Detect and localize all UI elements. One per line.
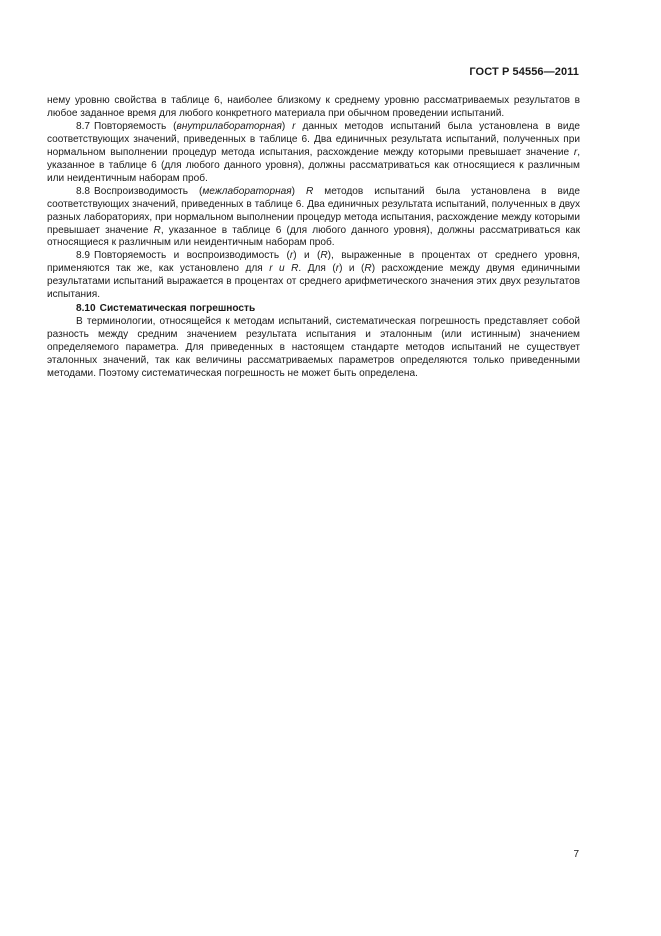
- text-run: , указанное в таблице 6 (для любого данного уровня), должны рассматриваться как относящиеся к различным или неидентичным наборам проб.: [47, 146, 580, 184]
- text-run: Воспроизводимость (: [94, 185, 203, 197]
- symbol-R: R: [320, 250, 328, 262]
- clause-number: 8.9: [76, 250, 91, 262]
- symbol-R: R: [153, 224, 161, 236]
- symbol-r: r: [269, 263, 273, 275]
- document-body: [47, 95, 580, 381]
- paragraph-8-10-body: В терминологии, относящейся к методам испытаний, систематическая погрешность представляет собой разность между средним значением результата испытания и эталонным (или истинным) значением определяемого параметра. Для приведенных в настоящем стандарте методов испытаний не существует эталонных значений, так как величины рассматриваемых параметров определяются только приведенными методами. Поэтому систематическая погрешность не может быть определена.: [47, 316, 580, 380]
- text-run: ): [291, 185, 307, 197]
- symbol-r: r: [335, 263, 340, 275]
- text-run: , указанное в таблице 6 (для любого данного уровня), должны рассматриваться как относящиеся к различным или неидентичным наборам проб.: [47, 224, 580, 249]
- text-run: ) и (: [339, 263, 365, 275]
- paragraph-8-8: [47, 186, 580, 251]
- text-run: ): [281, 120, 293, 132]
- text-run: ) и (: [293, 250, 321, 262]
- text-run: Повторяемость и воспроизводимость (: [94, 250, 290, 262]
- italic-conjunction: и: [272, 263, 292, 275]
- clause-number: 8.7: [76, 120, 91, 132]
- clause-number: 8.8: [76, 185, 91, 197]
- text-run: данных методов испытаний была установлена в виде соответствующих значений, приведенных в таблице 6. Два единичных результата испытаний, полученных при нормальном выполнении процедур метода испытания, расхождение между которыми превышает значение: [47, 120, 580, 158]
- italic-term: внутрилабораторная: [176, 120, 282, 132]
- paragraph-8-9: [47, 250, 580, 302]
- text-run: ) расхождение между двумя единичными результатами испытаний выражается в процентах от среднего арифметического значения этих двух результатов испытания.: [47, 263, 580, 301]
- symbol-R: R: [364, 263, 372, 275]
- symbol-R: R: [291, 263, 299, 275]
- text-run: методов испытаний была установлена в виде соответствующих значений, приведенных в таблице 6. Два единичных результата испытаний, полученных в двух разных лабораториях, при нормальном выполнении процедур метода испытания, расхождение между которыми превышает значение: [47, 185, 581, 236]
- text-run: . Для (: [298, 263, 336, 275]
- section-heading-8-10: [47, 303, 580, 316]
- text-run: ), выраженные в процентах от среднего уровня, применяются так же, как установлено для: [47, 250, 580, 275]
- symbol-r: r: [292, 120, 296, 132]
- clause-number: 8.10: [76, 303, 96, 315]
- paragraph-8-7: [47, 121, 580, 186]
- symbol-R: R: [306, 185, 314, 197]
- paragraph-continuation: нему уровню свойства в таблице 6, наиболее близкому к среднему уровню рассматриваемых результатов в любое заданное время для любого конкретного материала при обычном проведении испытаний.: [47, 95, 580, 119]
- symbol-r: r: [289, 250, 294, 262]
- page-number: 7: [573, 849, 579, 860]
- section-title: Систематическая погрешность: [99, 303, 256, 315]
- italic-term: межлабораторная: [202, 185, 292, 197]
- symbol-r: r: [573, 146, 578, 158]
- standard-designation: ГОСТ Р 54556—2011: [469, 66, 579, 78]
- text-run: Повторяемость (: [94, 120, 177, 132]
